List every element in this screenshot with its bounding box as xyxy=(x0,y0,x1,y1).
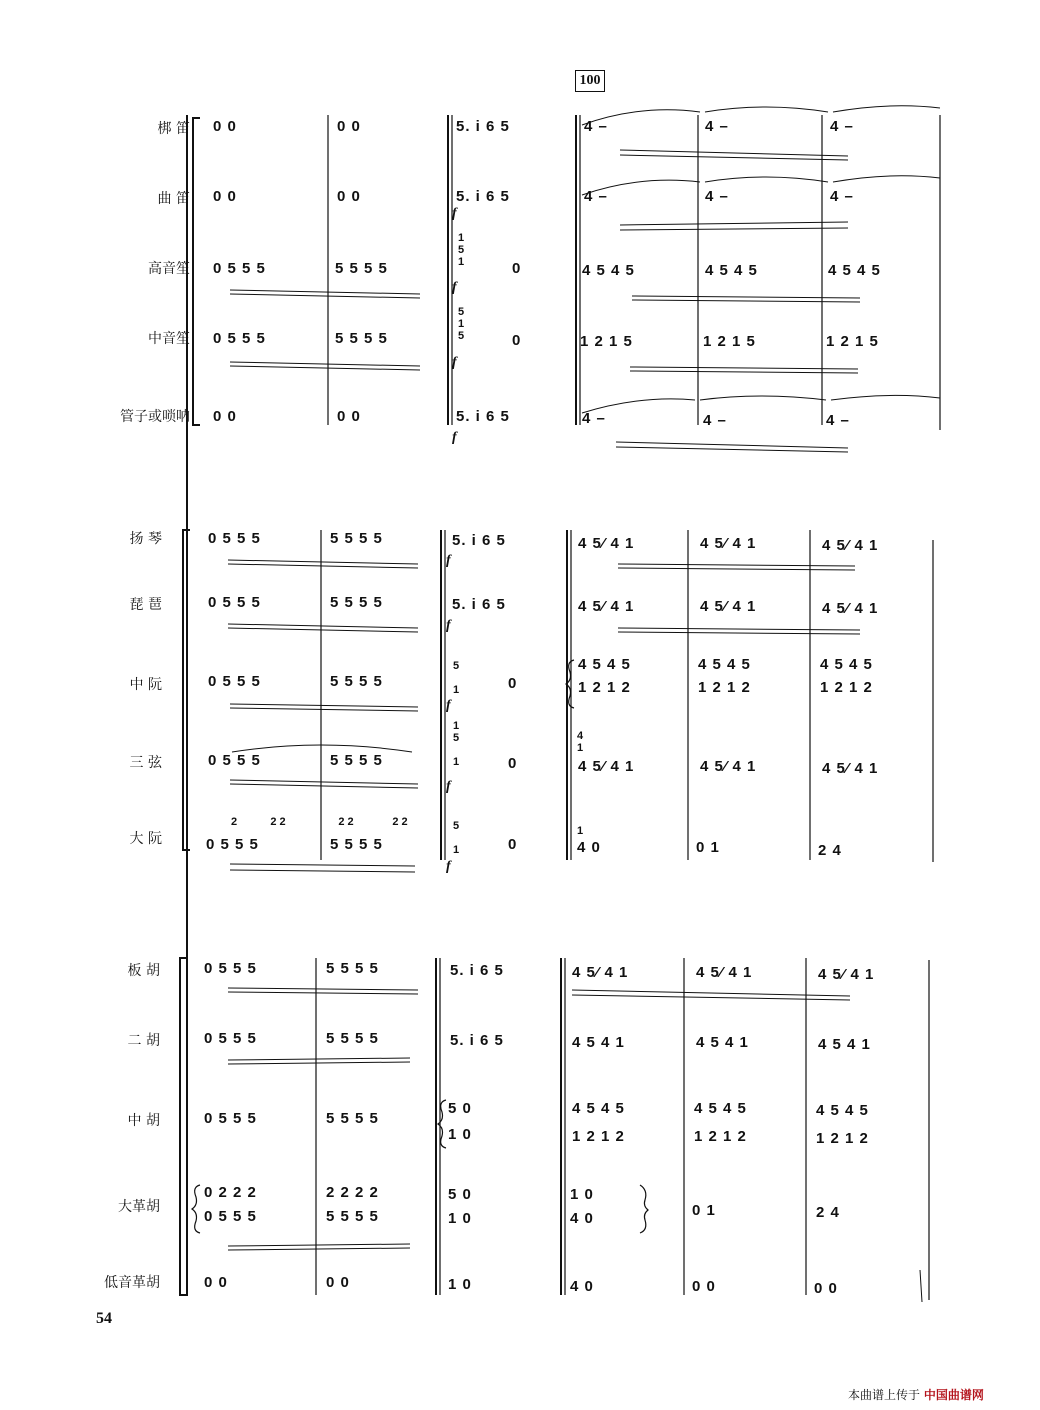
measure-cell: 0 1 xyxy=(696,839,720,856)
measure-cell: 5 0 xyxy=(448,1186,472,1203)
measure-cell: 4 5⁄ 4 1 xyxy=(578,598,635,615)
footer-watermark xyxy=(848,1386,984,1403)
measure-cell: 5 5 5 5 xyxy=(335,330,388,347)
measure-cell: 0 5 5 5 xyxy=(204,1110,257,1127)
measure-cell: 2 4 xyxy=(818,842,842,859)
chord-stack: 2 2 xyxy=(392,816,408,828)
measure-cell: 5 5 5 5 xyxy=(326,1110,379,1127)
measure-cell: 5. i 6 5 xyxy=(456,408,510,425)
measure-cell: 4 – xyxy=(584,188,608,205)
measure-cell: 5. i 6 5 xyxy=(450,1032,504,1049)
measure-cell: 4 – xyxy=(826,412,850,429)
measure-cell: 4 – xyxy=(830,188,854,205)
instrument-label: 琵 琶 xyxy=(129,597,162,613)
measure-cell: 0 0 xyxy=(326,1274,350,1291)
dynamic-mark: f xyxy=(452,206,457,221)
measure-cell: 4 – xyxy=(705,118,729,135)
instrument-label: 二 胡 xyxy=(127,1033,160,1049)
measure-cell: 4 5⁄ 4 1 xyxy=(700,598,757,615)
measure-cell: 4 5 4 5 xyxy=(572,1100,625,1117)
chord-stack: 2 2 xyxy=(338,816,354,828)
measure-cell: 4 5⁄ 4 1 xyxy=(700,535,757,552)
measure-cell: 0 0 xyxy=(692,1278,716,1295)
measure-cell: 4 – xyxy=(582,410,606,427)
chord-stack: 2 xyxy=(230,816,238,828)
instrument-label: 中 胡 xyxy=(127,1113,160,1129)
measure-cell: 4 5 4 5 xyxy=(705,262,758,279)
measure-cell: 4 – xyxy=(584,118,608,135)
measure-cell: 1 0 xyxy=(570,1186,594,1203)
measure-cell: 4 5 4 5 xyxy=(828,262,881,279)
measure-cell: 0 xyxy=(512,260,522,277)
measure-cell: 5 0 xyxy=(448,1100,472,1117)
measure-cell: 0 0 xyxy=(337,118,361,135)
measure-cell: 0 5 5 5 xyxy=(204,1030,257,1047)
measure-cell: 0 2 2 2 xyxy=(204,1184,257,1201)
measure-cell: 4 5 4 5 xyxy=(582,262,635,279)
measure-cell: 4 5⁄ 4 1 xyxy=(578,758,635,775)
measure-cell: 0 5 5 5 xyxy=(204,1208,257,1225)
chord-stack: 1 xyxy=(576,825,584,837)
measure-cell: 4 0 xyxy=(577,839,601,856)
chord-stack: 2 2 xyxy=(270,816,286,828)
dynamic-mark: f xyxy=(446,553,451,568)
measure-cell: 4 5 4 1 xyxy=(696,1034,749,1051)
instrument-label: 三 弦 xyxy=(129,755,162,771)
measure-cell: 0 5 5 5 xyxy=(213,330,266,347)
measure-cell: 4 5⁄ 4 1 xyxy=(818,966,875,983)
instrument-label: 中音笙 xyxy=(148,331,190,347)
page-number: 54 xyxy=(96,1310,112,1327)
instrument-label: 管子或唢呐 xyxy=(120,409,190,425)
measure-cell: 4 5⁄ 4 1 xyxy=(822,537,879,554)
measure-cell: 5 5 5 5 xyxy=(326,1030,379,1047)
measure-cell: 2 2 2 2 xyxy=(326,1184,379,1201)
rehearsal-mark: 100 xyxy=(575,70,605,92)
measure-cell: 4 5⁄ 4 1 xyxy=(572,964,629,981)
measure-cell: 4 5 4 1 xyxy=(572,1034,625,1051)
measure-cell: 1 2 1 2 xyxy=(694,1128,747,1145)
measure-cell: 0 5 5 5 xyxy=(208,673,261,690)
measure-cell: 5. i 6 5 xyxy=(450,962,504,979)
measure-cell: 4 5⁄ 4 1 xyxy=(700,758,757,775)
measure-cell: 4 – xyxy=(703,412,727,429)
measure-cell: 0 0 xyxy=(814,1280,838,1297)
instrument-label: 板 胡 xyxy=(127,963,160,979)
measure-cell: 1 0 xyxy=(448,1126,472,1143)
measure-cell: 0 1 xyxy=(692,1202,716,1219)
measure-cell: 0 5 5 5 xyxy=(208,594,261,611)
measure-cell: 1 0 xyxy=(448,1276,472,1293)
chord-stack: 4 1 xyxy=(576,730,584,754)
measure-cell: 1 2 1 2 xyxy=(816,1130,869,1147)
dynamic-mark: f xyxy=(446,859,451,874)
measure-cell: 5. i 6 5 xyxy=(456,118,510,135)
measure-cell: 5. i 6 5 xyxy=(452,532,506,549)
bracket-winds xyxy=(193,118,200,425)
dynamic-mark: f xyxy=(452,280,457,295)
measure-cell: 2 4 xyxy=(816,1204,840,1221)
measure-cell: 5 5 5 5 xyxy=(326,960,379,977)
instrument-label: 梆 笛 xyxy=(157,121,190,137)
instrument-label: 中 阮 xyxy=(129,677,162,693)
measure-cell: 4 5 4 5 xyxy=(694,1100,747,1117)
measure-cell: 0 xyxy=(508,836,518,853)
measure-cell: 0 5 5 5 xyxy=(208,752,261,769)
chord-stack: 5 1 xyxy=(452,660,460,696)
dynamic-mark: f xyxy=(446,779,451,794)
measure-cell: 5 5 5 5 xyxy=(330,594,383,611)
footer-brand[interactable]: 中国曲谱网 xyxy=(923,1388,984,1402)
measure-cell: 0 0 xyxy=(213,118,237,135)
measure-cell: 4 0 xyxy=(570,1278,594,1295)
measure-cell: 4 0 xyxy=(570,1210,594,1227)
instrument-label: 低音革胡 xyxy=(104,1275,160,1291)
measure-cell: 1 2 1 2 xyxy=(820,679,873,696)
measure-cell: 4 5⁄ 4 1 xyxy=(822,760,879,777)
measure-cell: 1 2 1 5 xyxy=(580,333,633,350)
instrument-label: 扬 琴 xyxy=(129,531,162,547)
measure-cell: 1 2 1 5 xyxy=(703,333,756,350)
chord-stack: 5 1 5 xyxy=(457,306,465,342)
measure-cell: 1 2 1 5 xyxy=(826,333,879,350)
measure-cell: 4 5 4 5 xyxy=(816,1102,869,1119)
measure-cell: 0 0 xyxy=(213,408,237,425)
measure-cell: 4 – xyxy=(830,118,854,135)
measure-cell: 4 – xyxy=(705,188,729,205)
measure-cell: 4 5⁄ 4 1 xyxy=(696,964,753,981)
measure-cell: 0 5 5 5 xyxy=(213,260,266,277)
chord-stack: 5 1 xyxy=(452,820,460,856)
measure-cell: 0 xyxy=(508,755,518,772)
measure-cell: 5 5 5 5 xyxy=(326,1208,379,1225)
measure-cell: 1 2 1 2 xyxy=(572,1128,625,1145)
dynamic-mark: f xyxy=(446,698,451,713)
measure-cell: 4 5 4 5 xyxy=(820,656,873,673)
measure-cell: 0 5 5 5 xyxy=(208,530,261,547)
measure-cell: 0 xyxy=(512,332,522,349)
measure-cell: 5. i 6 5 xyxy=(456,188,510,205)
measure-cell: 0 5 5 5 xyxy=(206,836,259,853)
measure-cell: 0 0 xyxy=(337,408,361,425)
instrument-label: 高音笙 xyxy=(148,261,190,277)
measure-cell: 4 5⁄ 4 1 xyxy=(822,600,879,617)
measure-cell: 0 0 xyxy=(213,188,237,205)
dynamic-mark: f xyxy=(452,430,457,445)
measure-cell: 1 0 xyxy=(448,1210,472,1227)
dynamic-mark: f xyxy=(446,618,451,633)
chord-stack: 1 5 1 xyxy=(452,720,460,768)
measure-cell: 4 5 4 5 xyxy=(578,656,631,673)
measure-cell: 5 5 5 5 xyxy=(335,260,388,277)
measure-cell: 0 xyxy=(508,675,518,692)
instrument-label: 大革胡 xyxy=(118,1199,160,1215)
measure-cell: 0 0 xyxy=(337,188,361,205)
measure-cell: 0 0 xyxy=(204,1274,228,1291)
chord-stack: 1 5 1 xyxy=(457,232,465,268)
measure-cell: 5 5 5 5 xyxy=(330,836,383,853)
measure-cell: 5 5 5 5 xyxy=(330,673,383,690)
measure-cell: 4 5⁄ 4 1 xyxy=(578,535,635,552)
measure-cell: 5. i 6 5 xyxy=(452,596,506,613)
measure-cell: 5 5 5 5 xyxy=(330,752,383,769)
instrument-label: 大 阮 xyxy=(129,831,162,847)
footer-prefix: 本曲谱上传于 xyxy=(848,1388,921,1402)
measure-cell: 4 5 4 5 xyxy=(698,656,751,673)
measure-cell: 4 5 4 1 xyxy=(818,1036,871,1053)
measure-cell: 5 5 5 5 xyxy=(330,530,383,547)
measure-cell: 0 5 5 5 xyxy=(204,960,257,977)
dynamic-mark: f xyxy=(452,355,457,370)
measure-cell: 1 2 1 2 xyxy=(698,679,751,696)
instrument-label: 曲 笛 xyxy=(157,191,190,207)
measure-cell: 1 2 1 2 xyxy=(578,679,631,696)
